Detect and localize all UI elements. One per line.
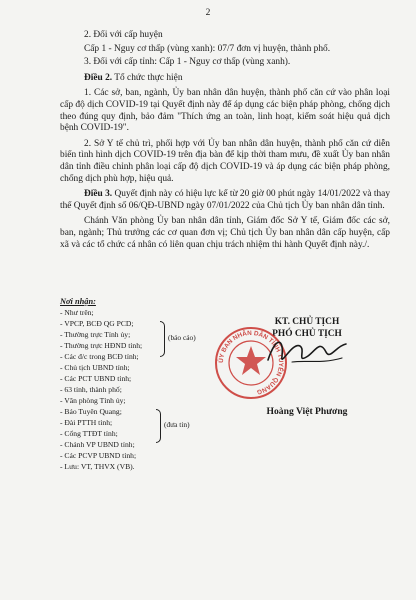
- article-2-heading: [60, 73, 390, 85]
- paragraph-province-level: 3. Đối với cấp tỉnh: Cấp 1 - Nguy cơ thấp (vùng xanh).: [84, 57, 291, 68]
- recipients-block: [60, 296, 200, 472]
- recipient-item: - Các đ/c trong BCĐ tỉnh;: [60, 352, 139, 361]
- svg-text:ỦY BAN NHÂN DÂN TỈNH TUYÊN QUA: ỦY BAN NHÂN DÂN TỈNH TUYÊN QUANG: [217, 329, 285, 396]
- signer-name: Hoàng Việt Phương: [266, 406, 348, 417]
- article-2-title: Tổ chức thực hiện: [112, 72, 183, 83]
- recipient-item: - Đài PTTH tỉnh;: [60, 418, 113, 427]
- article-3-text: Quyết định này có hiệu lực kể từ 20 giờ 00 phút ngày 14/01/2022 và thay thế Quyết định số 06/QĐ-UBND ngày 07/01/2022 của Chủ tịch Ủy ban nhân dân tỉnh.: [60, 189, 391, 211]
- page-number: 2: [205, 8, 211, 18]
- recipients-heading: Nơi nhận:: [60, 297, 96, 306]
- handwritten-signature: [262, 330, 354, 374]
- recipient-item: - Chủ tịch UBND tỉnh;: [60, 363, 130, 372]
- recipient-item: - Chánh VP UBND tỉnh;: [60, 440, 135, 449]
- brace-report: [160, 321, 165, 357]
- recipient-item: - Thường trực Tỉnh ủy;: [60, 330, 131, 339]
- recipient-item: - 63 tỉnh, thành phố;: [60, 385, 122, 394]
- paragraph-district-level-detail: Cấp 1 - Nguy cơ thấp (vùng xanh): 07/7 đơn vị huyện, thành phố.: [84, 43, 331, 54]
- document-body: [60, 30, 390, 253]
- tag-report: (báo cáo): [168, 333, 196, 342]
- recipient-item: - Lưu: VT, THVX (VB).: [60, 462, 135, 471]
- paragraph-article-2-item-1: 1. Các sở, ban, ngành, Ủy ban nhân dân huyện, thành phố căn cứ vào phân loại cấp độ dịch COVID-19 tại Quyết định này để áp dụng các biện pháp phòng, chống dịch theo đúng quy định, bảo đảm "Thích ứng an toàn, linh hoạt, kiểm soát hiệu quả dịch bệnh COVID-19".: [60, 88, 390, 134]
- signer-title-1: KT. CHỦ TỊCH: [274, 317, 340, 327]
- article-3: [60, 189, 390, 212]
- recipient-item: - Báo Tuyên Quang;: [60, 407, 122, 416]
- article-3-label: Điều 3.: [84, 189, 113, 200]
- recipient-item: - Thường trực HĐND tỉnh;: [60, 341, 143, 350]
- recipient-item: - Như trên;: [60, 308, 94, 317]
- signer-title-2: PHÓ CHỦ TỊCH: [272, 329, 342, 339]
- brace-publish: [156, 409, 161, 443]
- article-2-label: Điều 2.: [84, 72, 113, 83]
- recipient-item: - Các PCVP UBND tỉnh;: [60, 451, 137, 460]
- recipient-item: - Cổng TTĐT tỉnh;: [60, 429, 118, 438]
- paragraph-article-2-item-2: 2. Sở Y tế chủ trì, phối hợp với Ủy ban nhân dân huyện, thành phố căn cứ diễn biến tình hình dịch COVID-19 trên địa bàn để kịp thời tham mưu, đề xuất Ủy ban nhân dân tỉnh điều chỉnh phân loại cấp độ dịch COVID-19 và áp dụng các biện pháp phòng, chống dịch phù hợp, hiệu quả.: [60, 138, 390, 184]
- paragraph-district-level: 2. Đối với cấp huyện: [84, 30, 163, 40]
- tag-publish: (đưa tin): [164, 420, 190, 429]
- recipient-item: - Các PCT UBND tỉnh;: [60, 374, 132, 383]
- recipient-item: - Văn phòng Tỉnh ủy;: [60, 396, 126, 405]
- recipient-item: - VPCP, BCĐ QG PCD;: [60, 319, 134, 328]
- paragraph-execution: Chánh Văn phòng Ủy ban nhân dân tỉnh, Giám đốc Sở Y tế, Giám đốc các sở, ban, ngành; Thủ trưởng các cơ quan đơn vị; Chủ tịch Ủy ban nhân dân cấp huyện, cấp xã và các tổ chức cá nhân có liên quan chịu trách nhiệm thi hành Quyết định này./.: [60, 216, 390, 250]
